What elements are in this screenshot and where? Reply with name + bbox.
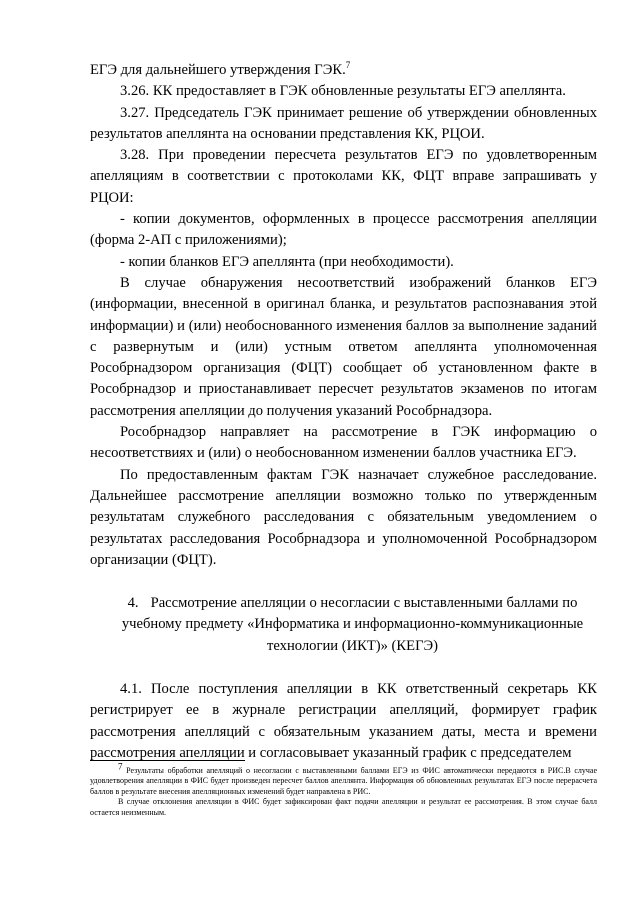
section-heading-4 [90, 593, 597, 657]
section-number: 4. [127, 595, 139, 612]
list-item-document-copies: - копии документов, оформленных в процессе рассмотрения апелляции (форма 2-АП с приложениями); [90, 211, 597, 249]
footnote-7-text: $^7$ Результаты обработки апелляций о несогласии с выставленными баллами ЕГЭ из ФИС автоматически передаются в РИС.В случае удовлетворения апелляции в ФИС будет произведен пересчет баллов апеллянта. Информация об обновленных результатах ЕГЭ после перерасчета баллов в результате внесения апелляционных изменений будет направлена в РИС. [90, 761, 597, 796]
paragraph-discrepancies: В случае обнаружения несоответствий изображений бланков ЕГЭ (информации, внесенной в оригинал бланка, и результатов распознавания этой информации) и (или) необоснованного изменения баллов за выполнение заданий с развернутым и (или) устным ответом апеллянта уполномоченная Рособрнадзором организация (ФЦТ) сообщает об установленном факте в Рособрнадзор и приостанавливает пересчет результатов экзаменов по итогам рассмотрения апелляции до получения указаний Рособрнадзора. [90, 274, 597, 419]
section-title: Рассмотрение апелляции о несогласии с выставленными баллами по учебному предмету «Информатика и информационно-коммуникационные технологии (ИКТ)» (КЕГЭ) [121, 595, 584, 654]
paragraph-4-1: 4.1. После поступления апелляции в КК ответственный секретарь КК регистрирует ее в журнале регистрации апелляций, формирует график рассмотрения апелляций с обязательным указанием даты, места и времени рассмотрения апелляции и согласовывает указанный график с председателем [90, 681, 597, 761]
spacer [90, 657, 597, 679]
footnote-separator [90, 760, 245, 761]
footnotes [90, 761, 597, 818]
paragraph-rosobrnadzor: Рособрнадзор направляет на рассмотрение в ГЭК информацию о несоответствиях и (или) о необоснованном изменении баллов участника ЕГЭ. [90, 424, 597, 462]
footnote-ref-7[interactable]: 7 [345, 60, 351, 71]
paragraph-3-27: 3.27. Председатель ГЭК принимает решение об утверждении обновленных результатов апеллянта на основании представления КК, РЦОИ. [90, 104, 597, 142]
paragraph-3-28: 3.28. При проведении пересчета результатов ЕГЭ по удовлетворенным апелляциям в соответствии с протоколами КК, ФЦТ вправе запрашивать у РЦОИ: [90, 147, 597, 206]
paragraph-investigation: По предоставленным фактам ГЭК назначает служебное расследование. Дальнейшее рассмотрение апелляции возможно только по утвержденным результатам служебного расследования с обязательным уведомлением о результатах расследования Рособрнадзора и уполномоченной Рособрнадзором организации (ФЦТ). [90, 466, 597, 568]
paragraph-continuation: ЕГЭ для дальнейшего утверждения ГЭК.$^7$ [90, 60, 351, 78]
footnote-mark: 7 [118, 761, 123, 772]
footnote-7-continuation: В случае отклонения апелляции в ФИС будет зафиксирован факт подачи апелляции и результат ее рассмотрения. В этом случае балл остается неизменным. [90, 797, 597, 817]
list-item-form-copies: - копии бланков ЕГЭ апеллянта (при необходимости). [120, 253, 454, 270]
document-body [90, 60, 597, 764]
paragraph-3-26: 3.26. КК предоставляет в ГЭК обновленные результаты ЕГЭ апеллянта. [120, 83, 566, 100]
